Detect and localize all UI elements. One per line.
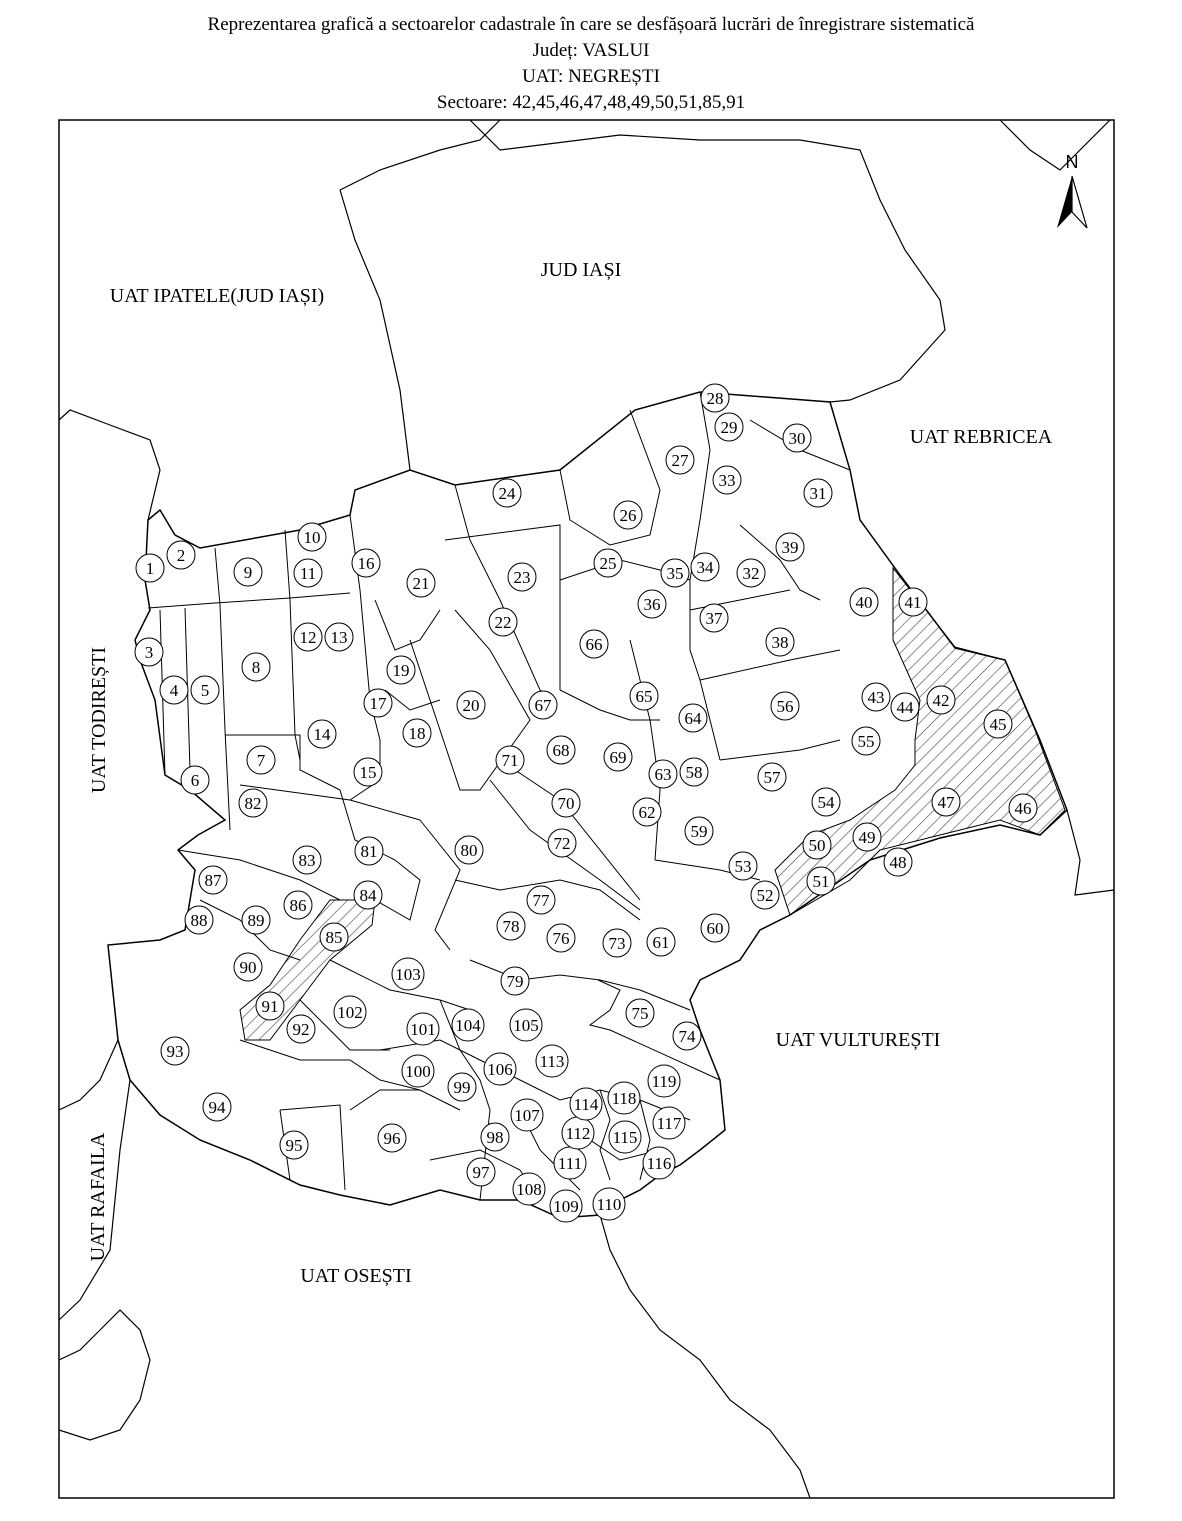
map-title: Reprezentarea grafică a sectoarelor cadastrale în care se desfășoară lucrări de înregistrare sistematică [207, 14, 975, 35]
sector-number: 13 [330, 628, 348, 647]
sector-marker-116 [643, 1147, 675, 1179]
sector-marker-32 [737, 559, 765, 587]
sector-number: 9 [243, 563, 253, 582]
sector-number: 21 [412, 574, 430, 593]
sector-marker-14 [308, 720, 336, 748]
sector-number: 75 [631, 1004, 649, 1023]
sector-marker-59 [685, 817, 713, 845]
sector-number: 103 [395, 965, 421, 984]
sector-number: 46 [1014, 799, 1032, 818]
sector-marker-71 [496, 746, 524, 774]
sector-marker-24 [493, 479, 521, 507]
sector-number: 78 [502, 917, 520, 936]
sector-number: 51 [812, 872, 830, 891]
sector-marker-1 [136, 554, 164, 582]
sector-marker-85 [320, 923, 348, 951]
sector-marker-19 [387, 656, 415, 684]
sector-number: 118 [611, 1089, 637, 1108]
sector-number: 49 [858, 828, 876, 847]
sector-number: 11 [299, 564, 317, 583]
sector-number: 99 [453, 1078, 471, 1097]
sector-marker-93 [161, 1037, 189, 1065]
sector-marker-33 [713, 466, 741, 494]
sector-marker-44 [891, 693, 919, 721]
sector-marker-25 [594, 549, 622, 577]
sector-marker-41 [899, 588, 927, 616]
sector-number: 87 [204, 871, 222, 890]
sector-marker-74 [673, 1022, 701, 1050]
sector-marker-60 [701, 914, 729, 942]
sector-number: 1 [145, 559, 155, 578]
sector-number: 60 [706, 919, 724, 938]
sector-marker-7 [247, 746, 275, 774]
sector-marker-113 [536, 1045, 568, 1077]
sector-number: 111 [557, 1154, 583, 1173]
sector-number: 85 [325, 928, 343, 947]
sector-marker-103 [392, 958, 424, 990]
sector-number: 37 [705, 609, 723, 628]
sector-marker-20 [457, 691, 485, 719]
sector-number: 66 [585, 635, 603, 654]
sector-number: 47 [937, 793, 955, 812]
sector-marker-37 [700, 604, 728, 632]
sector-marker-78 [497, 912, 525, 940]
sector-marker-84 [354, 881, 382, 909]
sector-marker-46 [1009, 794, 1037, 822]
sector-number: 59 [690, 822, 708, 841]
sector-number: 113 [539, 1052, 565, 1071]
sector-number: 65 [635, 687, 653, 706]
sector-number: 119 [651, 1072, 677, 1091]
sector-number: 15 [359, 763, 377, 782]
sector-marker-5 [191, 676, 219, 704]
sector-number: 40 [855, 593, 873, 612]
sector-number: 48 [889, 853, 907, 872]
sector-number: 64 [684, 709, 702, 728]
sector-number: 68 [552, 741, 570, 760]
sector-number: 76 [552, 929, 570, 948]
sector-number: 38 [771, 633, 789, 652]
sector-number: 26 [619, 506, 637, 525]
sector-marker-15 [354, 758, 382, 786]
sector-number: 57 [763, 768, 781, 787]
sector-number: 56 [776, 697, 794, 716]
sector-marker-39 [776, 533, 804, 561]
sector-number: 58 [685, 763, 703, 782]
sector-marker-109 [550, 1190, 582, 1222]
sector-marker-52 [751, 881, 779, 909]
sector-marker-95 [280, 1131, 308, 1159]
sector-number: 93 [166, 1042, 184, 1061]
sector-marker-87 [199, 866, 227, 894]
sector-marker-98 [481, 1123, 509, 1151]
sector-number: 25 [599, 554, 617, 573]
sector-number: 67 [534, 696, 552, 715]
sector-number: 80 [460, 841, 478, 860]
sector-number: 54 [817, 793, 835, 812]
sector-number: 101 [410, 1020, 436, 1039]
sector-number: 70 [557, 794, 575, 813]
sector-marker-8 [242, 653, 270, 681]
sector-marker-58 [680, 758, 708, 786]
uat-line: UAT: NEGREȘTI [522, 66, 660, 87]
sector-marker-69 [604, 743, 632, 771]
sector-marker-92 [287, 1015, 315, 1043]
sector-number: 34 [696, 558, 714, 577]
sector-marker-54 [812, 788, 840, 816]
sector-number: 97 [472, 1163, 490, 1182]
sector-number: 52 [756, 886, 774, 905]
sector-marker-88 [185, 906, 213, 934]
sector-number: 3 [144, 643, 154, 662]
sector-marker-4 [160, 676, 188, 704]
sector-marker-27 [666, 446, 694, 474]
sector-marker-100 [402, 1055, 434, 1087]
sector-marker-96 [378, 1124, 406, 1152]
sector-number: 114 [573, 1095, 599, 1114]
sector-number: 10 [303, 528, 321, 547]
sector-number: 100 [405, 1062, 431, 1081]
sector-number: 90 [239, 958, 257, 977]
sector-number: 95 [285, 1136, 303, 1155]
sector-marker-31 [804, 479, 832, 507]
sector-number: 98 [486, 1128, 504, 1147]
sector-marker-10 [298, 523, 326, 551]
sector-number: 44 [896, 698, 914, 717]
sector-marker-89 [242, 906, 270, 934]
sector-number: 5 [200, 681, 210, 700]
sector-number: 27 [671, 451, 689, 470]
sector-marker-12 [294, 623, 322, 651]
sector-marker-80 [455, 836, 483, 864]
sector-marker-68 [547, 736, 575, 764]
label-uat-rebricea: UAT REBRICEA [909, 426, 1053, 448]
sector-number: 108 [516, 1180, 542, 1199]
sector-marker-72 [548, 829, 576, 857]
sector-marker-91 [256, 992, 284, 1020]
sector-number: 91 [261, 997, 279, 1016]
sector-number: 79 [506, 972, 524, 991]
county-line: Județ: VASLUI [532, 40, 650, 61]
sectors-line: Sectoare: 42,45,46,47,48,49,50,51,85,91 [436, 92, 746, 113]
sector-number: 112 [565, 1124, 591, 1143]
sector-marker-26 [614, 501, 642, 529]
sector-marker-117 [653, 1107, 685, 1139]
sector-number: 105 [513, 1016, 539, 1035]
sector-number: 16 [357, 554, 375, 573]
sector-marker-114 [570, 1088, 602, 1120]
sector-number: 20 [462, 696, 480, 715]
sector-marker-90 [234, 953, 262, 981]
sector-number: 104 [455, 1016, 481, 1035]
sector-marker-99 [448, 1073, 476, 1101]
sector-number: 35 [666, 564, 684, 583]
sector-number: 69 [609, 748, 627, 767]
sector-number: 102 [337, 1003, 363, 1022]
sector-number: 33 [718, 471, 736, 490]
sector-marker-81 [355, 837, 383, 865]
sector-marker-18 [403, 719, 431, 747]
sector-marker-38 [766, 628, 794, 656]
sector-marker-9 [234, 558, 262, 586]
label-uat-vulturesti: UAT VULTUREȘTI [775, 1029, 941, 1051]
sector-marker-62 [633, 798, 661, 826]
sector-marker-119 [648, 1065, 680, 1097]
sector-number: 42 [932, 691, 950, 710]
sector-marker-115 [609, 1121, 641, 1153]
sector-marker-75 [626, 999, 654, 1027]
sector-marker-79 [501, 967, 529, 995]
sector-number: 73 [608, 934, 626, 953]
sector-marker-118 [608, 1082, 640, 1114]
sector-marker-23 [508, 563, 536, 591]
sector-number: 92 [292, 1020, 310, 1039]
sector-marker-66 [580, 630, 608, 658]
sector-marker-11 [294, 559, 322, 587]
sector-number: 23 [513, 568, 531, 587]
sector-marker-34 [691, 553, 719, 581]
label-uat-todiresti: UAT TODIREȘTI [88, 646, 110, 794]
sector-number: 117 [656, 1114, 682, 1133]
label-uat-ipatele: UAT IPATELE(JUD IAȘI) [109, 285, 325, 307]
sector-marker-97 [467, 1158, 495, 1186]
sector-marker-16 [352, 549, 380, 577]
sector-number: 83 [298, 851, 316, 870]
sector-marker-47 [932, 788, 960, 816]
sector-marker-82 [239, 789, 267, 817]
sector-number: 29 [720, 418, 738, 437]
sector-marker-106 [484, 1053, 516, 1085]
sector-number: 36 [643, 595, 661, 614]
label-uat-rafaila: UAT RAFAILA [87, 1132, 109, 1262]
sector-number: 31 [809, 484, 827, 503]
sector-number: 71 [501, 751, 519, 770]
sector-marker-45 [984, 710, 1012, 738]
sector-number: 12 [299, 628, 317, 647]
sector-number: 41 [904, 593, 922, 612]
sector-number: 28 [706, 389, 724, 408]
sector-marker-29 [715, 413, 743, 441]
sector-marker-64 [679, 704, 707, 732]
sector-number: 81 [360, 842, 378, 861]
sector-number: 106 [487, 1060, 513, 1079]
north-arrow-icon [1057, 152, 1087, 228]
sector-number: 74 [678, 1027, 696, 1046]
sector-number: 88 [190, 911, 208, 930]
sector-marker-67 [529, 691, 557, 719]
sector-number: 62 [638, 803, 656, 822]
sector-marker-53 [729, 852, 757, 880]
sector-number: 18 [408, 724, 426, 743]
sector-marker-94 [203, 1093, 231, 1121]
sector-marker-77 [527, 886, 555, 914]
sector-marker-102 [334, 996, 366, 1028]
sector-number: 8 [251, 658, 261, 677]
sector-number: 55 [857, 732, 875, 751]
sector-number: 4 [169, 681, 179, 700]
sector-marker-83 [293, 846, 321, 874]
sector-number: 19 [392, 661, 410, 680]
sector-number: 115 [612, 1128, 638, 1147]
sector-marker-21 [407, 569, 435, 597]
sector-marker-101 [407, 1013, 439, 1045]
sector-marker-42 [927, 686, 955, 714]
sector-marker-107 [511, 1099, 543, 1131]
sector-number: 50 [808, 836, 826, 855]
sector-marker-49 [853, 823, 881, 851]
sector-number: 61 [652, 933, 670, 952]
sector-marker-105 [510, 1009, 542, 1041]
sector-number: 45 [989, 715, 1007, 734]
sector-marker-112 [562, 1117, 594, 1149]
sector-marker-48 [884, 848, 912, 876]
sector-marker-51 [807, 867, 835, 895]
sector-marker-110 [593, 1188, 625, 1220]
sector-number: 107 [514, 1106, 540, 1125]
sector-marker-13 [325, 623, 353, 651]
sector-marker-50 [803, 831, 831, 859]
sector-number: 32 [742, 564, 760, 583]
sector-number: 82 [244, 794, 262, 813]
sector-number: 6 [190, 771, 200, 790]
sector-number: 53 [734, 857, 752, 876]
sector-marker-30 [783, 424, 811, 452]
sector-marker-28 [701, 384, 729, 412]
sector-number: 89 [247, 911, 265, 930]
sector-number: 110 [596, 1195, 622, 1214]
sector-marker-86 [284, 891, 312, 919]
sector-number: 116 [646, 1154, 672, 1173]
sector-marker-17 [364, 689, 392, 717]
sector-number: 22 [494, 613, 512, 632]
sector-marker-73 [603, 929, 631, 957]
sector-marker-61 [647, 928, 675, 956]
sector-number: 24 [498, 484, 516, 503]
sector-number: 72 [553, 834, 571, 853]
sector-number: 86 [289, 896, 307, 915]
sector-marker-22 [489, 608, 517, 636]
sector-number: 30 [788, 429, 806, 448]
sector-marker-104 [452, 1009, 484, 1041]
sector-marker-65 [630, 682, 658, 710]
sector-marker-70 [552, 789, 580, 817]
sector-number: 84 [359, 886, 377, 905]
north-label: N [1065, 152, 1079, 172]
sector-number: 96 [383, 1129, 401, 1148]
sector-number: 17 [369, 694, 387, 713]
sector-number: 109 [553, 1197, 579, 1216]
sector-marker-35 [661, 559, 689, 587]
sector-marker-111 [554, 1147, 586, 1179]
sector-marker-63 [649, 760, 677, 788]
sector-marker-2 [167, 541, 195, 569]
sector-marker-3 [135, 638, 163, 666]
sector-marker-57 [758, 763, 786, 791]
sector-marker-56 [771, 692, 799, 720]
sector-number: 43 [867, 688, 885, 707]
sector-number: 39 [781, 538, 799, 557]
sector-marker-55 [852, 727, 880, 755]
sector-marker-43 [862, 683, 890, 711]
sector-number: 94 [208, 1098, 226, 1117]
sector-marker-108 [513, 1173, 545, 1205]
sector-marker-76 [547, 924, 575, 952]
sector-marker-40 [850, 588, 878, 616]
sector-number: 63 [654, 765, 672, 784]
sector-marker-36 [638, 590, 666, 618]
sector-number: 2 [176, 546, 186, 565]
sector-marker-6 [181, 766, 209, 794]
label-jud-iasi: JUD IAȘI [540, 259, 622, 281]
label-uat-osesti: UAT OSEȘTI [300, 1265, 412, 1287]
sector-number: 7 [256, 751, 266, 770]
sector-number: 77 [532, 891, 550, 910]
sector-number: 14 [313, 725, 331, 744]
